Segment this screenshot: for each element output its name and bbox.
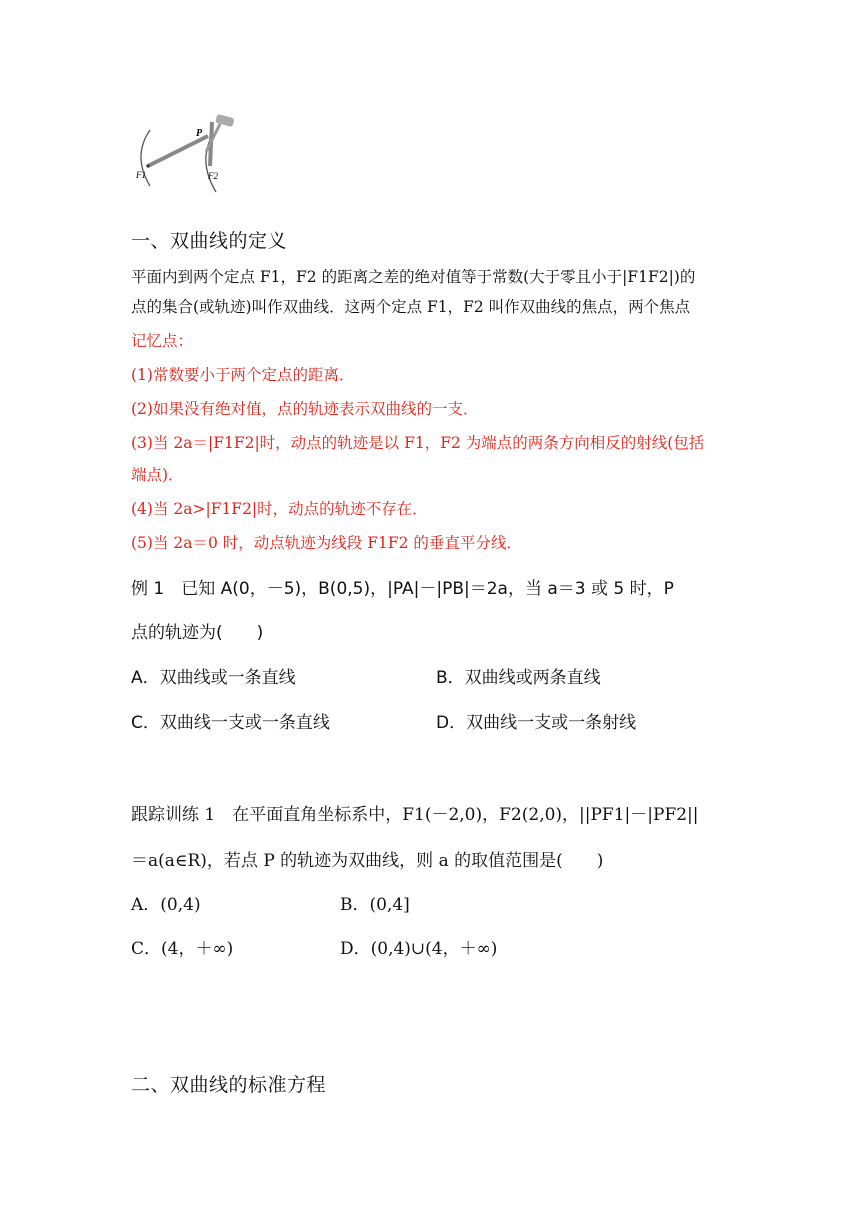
label-f1: F1 — [136, 170, 146, 180]
memory-item-2: (2)如果没有绝对值，点的轨迹表示双曲线的一支． — [131, 400, 479, 418]
example-1-option-c: C．双曲线一支或一条直线 — [131, 713, 330, 733]
training-1-option-b: B．(0,4] — [340, 895, 410, 915]
focus-f1-dot — [146, 164, 149, 167]
definition-line-2: 点的集合(或轨迹)叫作双曲线．这两个定点 F1，F2 叫作双曲线的焦点，两个焦点 — [131, 298, 691, 316]
hyperbola-figure — [128, 112, 248, 194]
memory-item-3-cont: 端点)． — [131, 466, 184, 484]
string-line — [148, 136, 208, 166]
memory-item-4: (4)当 2a>|F1F2|时，动点的轨迹不存在． — [131, 500, 428, 518]
example-1-option-a: A．双曲线或一条直线 — [131, 668, 296, 688]
label-f2: F2 — [208, 171, 218, 181]
training-1-option-c: C．(4，＋∞) — [131, 939, 234, 959]
memory-item-1: (1)常数要小于两个定点的距离． — [131, 366, 355, 384]
example-1-line-2: 点的轨迹为( ) — [131, 623, 264, 643]
section-heading-standard-equation: 二、双曲线的标准方程 — [131, 1074, 327, 1096]
example-1-line-1: 例 1 已知 A(0，－5)，B(0,5)，|PA|－|PB|＝2a，当 a＝3 或 5 时，P — [131, 579, 674, 599]
example-1-option-d: D．双曲线一支或一条射线 — [436, 713, 637, 733]
memory-title: 记忆点： — [131, 332, 194, 350]
training-1-option-d: D．(0,4)∪(4，＋∞) — [340, 939, 498, 959]
label-p: P — [196, 128, 203, 139]
example-1-option-b: B．双曲线或两条直线 — [436, 668, 601, 688]
training-1-line-2: ＝a(a∈R)，若点 P 的轨迹为双曲线，则 a 的取值范围是( ) — [131, 851, 604, 871]
training-1-option-a: A．(0,4) — [131, 895, 201, 915]
definition-line-1: 平面内到两个定点 F1，F2 的距离之差的绝对值等于常数(大于零且小于|F1F2|)的 — [131, 268, 696, 286]
memory-item-5: (5)当 2a＝0 时，动点轨迹为线段 F1F2 的垂直平分线． — [131, 534, 522, 552]
training-1-line-1: 跟踪训练 1 在平面直角坐标系中，F1(－2,0)，F2(2,0)，||PF1|－|PF2|| — [131, 805, 699, 825]
section-heading-definition: 一、双曲线的定义 — [131, 230, 288, 252]
memory-item-3: (3)当 2a＝|F1F2|时，动点的轨迹是以 F1，F2 为端点的两条方向相反的射线(包括 — [131, 434, 705, 452]
